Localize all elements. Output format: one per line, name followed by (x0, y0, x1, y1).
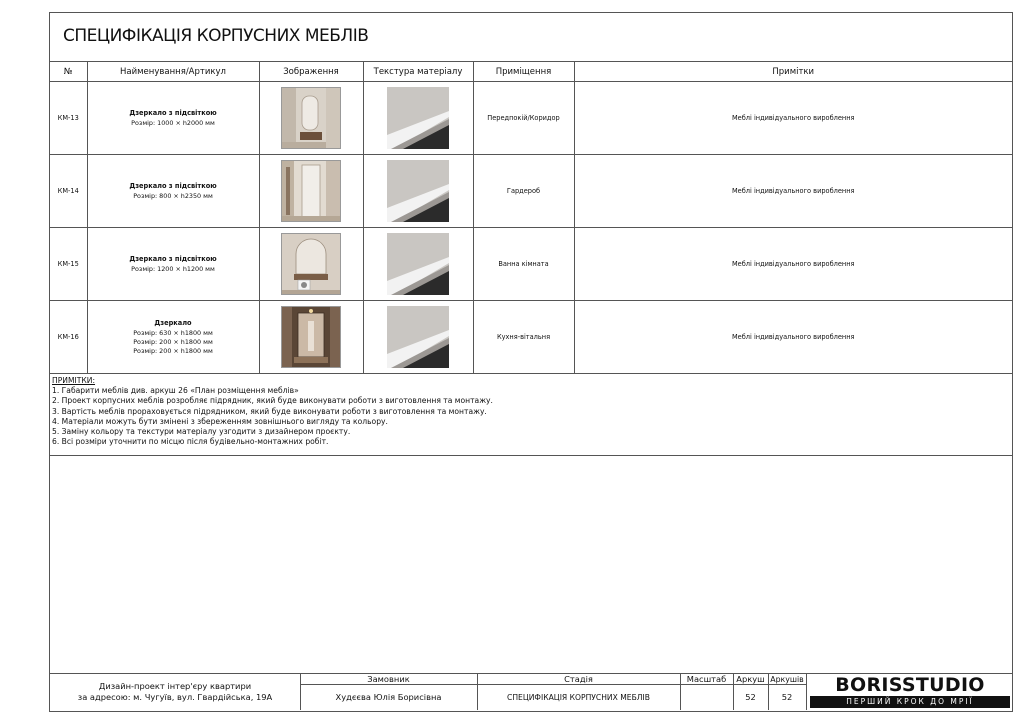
item-size: Розмір: 1200 × h1200 мм (131, 264, 215, 273)
specification-table (50, 61, 1012, 374)
item-description (87, 228, 259, 301)
texture-swatch (387, 233, 449, 295)
item-size: Розмір: 800 × h2350 мм (133, 191, 213, 200)
item-image-cell (259, 82, 363, 155)
column-header-notes: Примітки (574, 62, 1012, 82)
project-title: Дизайн-проект інтер'єру квартири (98, 681, 252, 691)
studio-slogan: ПЕРШИЙ КРОК ДО МРІЇ (810, 696, 1010, 708)
texture-swatch (387, 306, 449, 368)
column-header-texture: Текстура матеріалу (363, 62, 473, 82)
item-size: Розмір: 200 × h1800 мм (133, 337, 213, 346)
title-block (50, 13, 1012, 62)
item-note: Меблі індивідуального вироблення (574, 155, 1012, 228)
sheets-label: Аркушів (770, 674, 804, 684)
item-code: КМ-16 (50, 301, 87, 374)
item-photo (281, 233, 341, 295)
notes-heading: ПРИМІТКИ: (52, 376, 96, 385)
item-name: Дзеркало з підсвіткою (129, 181, 217, 190)
title-stamp (50, 673, 1012, 711)
item-note: Меблі індивідуального вироблення (574, 82, 1012, 155)
studio-name: BORISSTUDIO (835, 674, 985, 696)
sheet-number: 52 (745, 692, 756, 702)
item-room: Гардероб (473, 155, 574, 228)
item-room: Ванна кімната (473, 228, 574, 301)
item-texture-cell (363, 82, 473, 155)
item-photo (281, 160, 341, 222)
item-description (87, 155, 259, 228)
note-item: 1. Габарити меблів див. аркуш 26 «План розміщення меблів» (52, 386, 299, 396)
item-image-cell (259, 301, 363, 374)
item-room: Кухня-вітальня (473, 301, 574, 374)
item-texture-cell (363, 228, 473, 301)
studio-logo (808, 674, 1012, 710)
item-note: Меблі індивідуального вироблення (574, 301, 1012, 374)
item-description (87, 82, 259, 155)
column-header-name: Найменування/Артикул (87, 62, 259, 82)
item-name: Дзеркало з підсвіткою (129, 254, 217, 263)
sheet-label: Аркуш (736, 674, 765, 684)
project-address (50, 674, 300, 710)
drawing-sheet (49, 12, 1013, 712)
scale-label: Масштаб (686, 674, 727, 684)
texture-swatch (387, 87, 449, 149)
item-texture-cell (363, 301, 473, 374)
page-title: СПЕЦИФІКАЦІЯ КОРПУСНИХ МЕБЛІВ (63, 26, 369, 46)
item-code: КМ-13 (50, 82, 87, 155)
column-header-image: Зображення (259, 62, 363, 82)
item-note: Меблі індивідуального вироблення (574, 228, 1012, 301)
table-row (50, 155, 1012, 228)
customer-name: Худєєва Юлія Борисівна (335, 692, 442, 702)
column-header-number: № (50, 62, 87, 82)
item-code: КМ-15 (50, 228, 87, 301)
item-name: Дзеркало (154, 318, 192, 327)
note-item: 6. Всі розміри уточнити по місцю після будівельно-монтажних робіт. (52, 437, 329, 447)
table-row (50, 82, 1012, 155)
table-row (50, 228, 1012, 301)
general-notes (50, 374, 1012, 456)
table-header-row (50, 62, 1012, 82)
customer-label: Замовник (367, 674, 410, 684)
item-photo (281, 306, 341, 368)
item-image-cell (259, 228, 363, 301)
item-size: Розмір: 630 × h1800 мм (133, 328, 213, 337)
table-row (50, 301, 1012, 374)
item-image-cell (259, 155, 363, 228)
column-header-room: Приміщення (473, 62, 574, 82)
item-description (87, 301, 259, 374)
item-size: Розмір: 200 × h1800 мм (133, 346, 213, 355)
item-code: КМ-14 (50, 155, 87, 228)
stage-value: СПЕЦИФІКАЦІЯ КОРПУСНИХ МЕБЛІВ (507, 692, 650, 702)
note-item: 4. Матеріали можуть бути змінені з збереженням зовнішнього вигляду та кольору. (52, 416, 388, 426)
note-item: 3. Вартість меблів прораховується підрядником, який буде виконувати роботи з виготовлення та монтажу. (52, 406, 487, 416)
note-item: 5. Заміну кольору та текстури матеріалу узгодити з дизайнером проєкту. (52, 427, 351, 437)
texture-swatch (387, 160, 449, 222)
stage-label: Стадія (564, 674, 593, 684)
item-photo (281, 87, 341, 149)
note-item: 2. Проект корпусних меблів розробляє підрядник, який буде виконувати роботи з виготовлення та монтажу. (52, 396, 493, 406)
item-name: Дзеркало з підсвіткою (129, 108, 217, 117)
item-texture-cell (363, 155, 473, 228)
item-size: Розмір: 1000 × h2000 мм (131, 118, 215, 127)
item-room: Передпокій/Коридор (473, 82, 574, 155)
sheets-total: 52 (781, 692, 793, 702)
project-location: за адресою: м. Чугуїв, вул. Гвардійська, 19А (77, 692, 273, 702)
